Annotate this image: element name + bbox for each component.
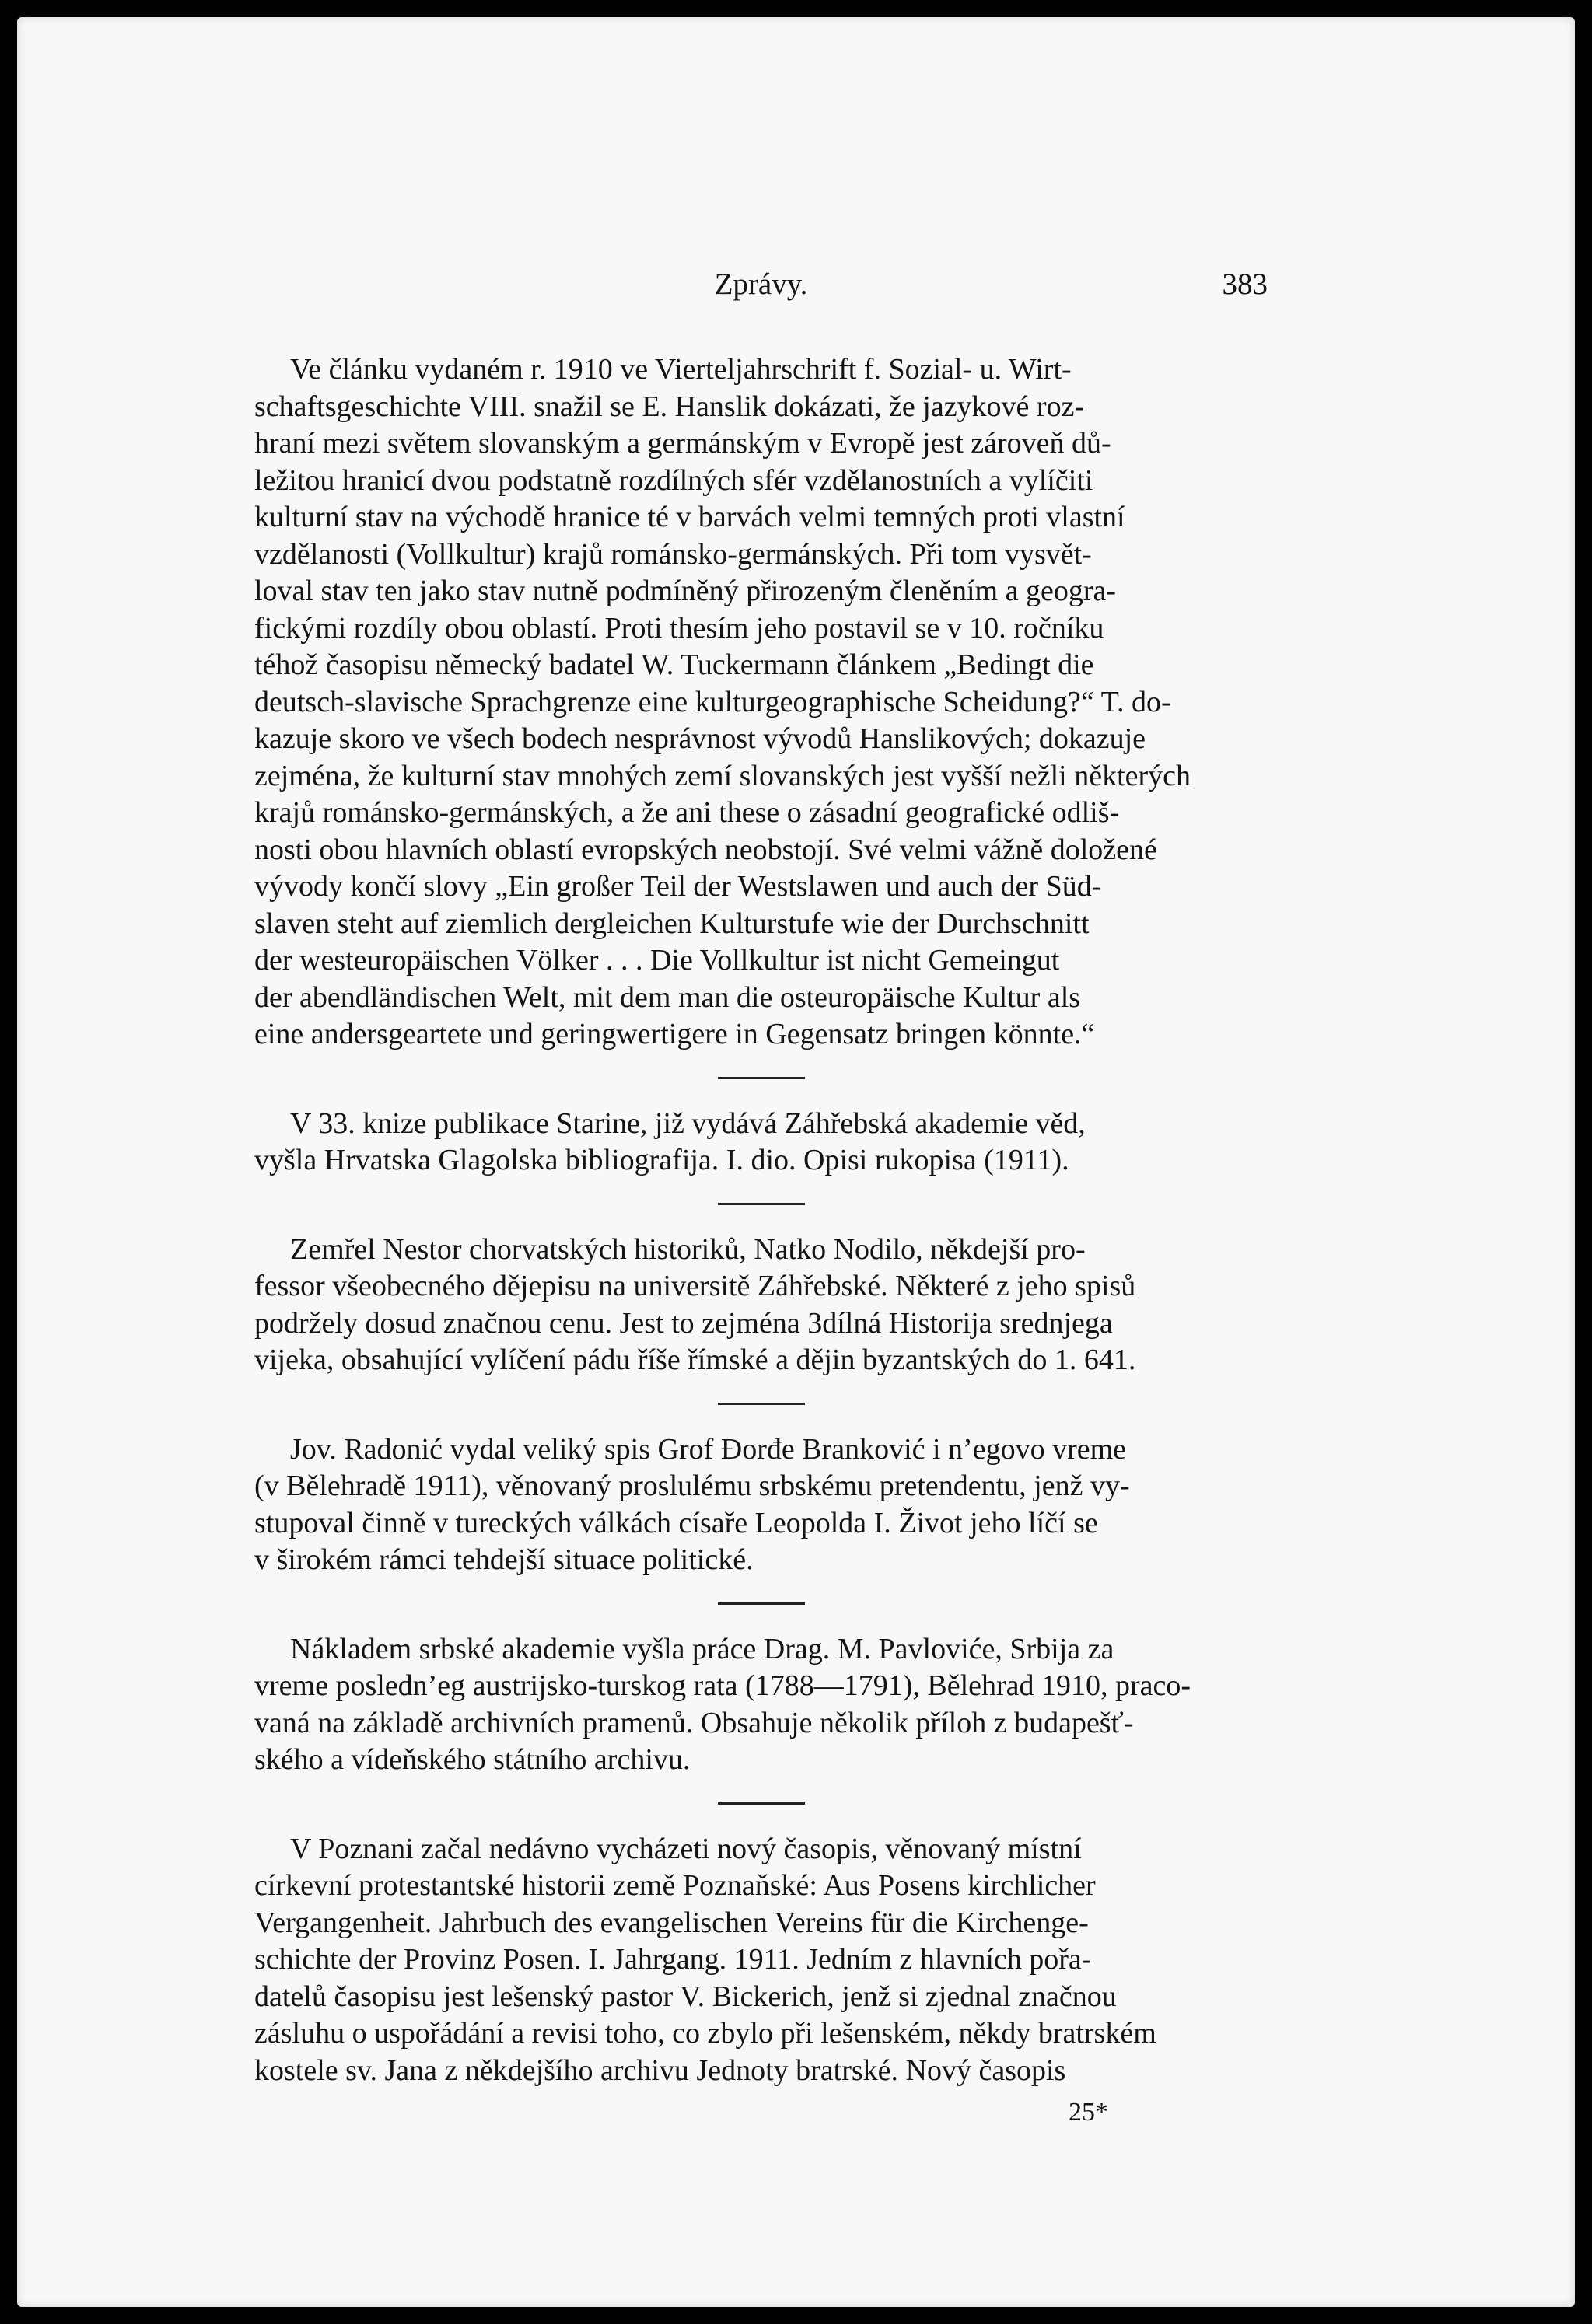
signature-mark: 25*	[1069, 2098, 1108, 2127]
line: kostele sv. Jana z někdejšího archivu Jednoty bratrské. Nový časopis	[254, 2053, 1066, 2087]
news-item-posen	[254, 1831, 1268, 2090]
news-item-starine	[254, 1106, 1268, 1179]
page-header	[254, 266, 1268, 311]
line: V 33. knize publikace Starine, již vydává Záhřebská akademie věd,	[290, 1106, 1086, 1140]
line: podržely dosud značnou cenu. Jest to zejména 3dílná Historija srednjega	[254, 1306, 1113, 1340]
text-block	[254, 266, 1268, 2131]
line: krajů románsko-germánských, a že ani these o zásadní geografické odliš-	[254, 796, 1120, 829]
page-number: 383	[1222, 267, 1268, 301]
line: der westeuropäischen Völker . . . Die Vollkultur ist nicht Gemeingut	[254, 944, 1060, 977]
line: vreme posledn’eg austrijsko-turskog rata (1788—1791), Bělehrad 1910, praco-	[254, 1669, 1191, 1702]
line: v širokém rámci tehdejší situace politické.	[254, 1543, 754, 1576]
news-item-hanslik	[254, 351, 1268, 1054]
line: kulturní stav na východě hranice té v barvách velmi temných proti vlastní	[254, 501, 1125, 533]
section-divider	[718, 1203, 805, 1205]
line: (v Bělehradě 1911), věnovaný proslulému srbskému pretendentu, jenž vy-	[254, 1470, 1130, 1502]
page	[17, 17, 1575, 2307]
line: schichte der Provinz Posen. I. Jahrgang. 1911. Jedním z hlavních pořa-	[254, 1943, 1092, 1976]
line: vijeka, obsahující vylíčení pádu říše římské a dějin byzantských do 1. 641.	[254, 1344, 1136, 1376]
line: slaven steht auf ziemlich dergleichen Kulturstufe wie der Durchschnitt	[254, 907, 1090, 940]
news-item-nodilo	[254, 1232, 1268, 1379]
line: der abendländischen Welt, mit dem man die osteuropäische Kultur als	[254, 980, 1081, 1014]
line: deutsch-slavische Sprachgrenze eine kulturgeographische Scheidung?“ T. do-	[254, 685, 1171, 718]
line: zejména, že kulturní stav mnohých zemí slovanských jest vyšší nežli některých	[254, 759, 1191, 792]
line: církevní protestantské historii země Poznaňské: Aus Posens kirchlicher	[254, 1869, 1096, 1902]
line: schaftsgeschichte VIII. snažil se E. Hanslik dokázati, že jazykové roz-	[254, 390, 1085, 423]
line: ležitou hranicí dvou podstatně rozdílných sfér vzdělanostních a vylíčiti	[254, 463, 1093, 497]
line: Vergangenheit. Jahrbuch des evangelischen Vereins für die Kirchenge-	[254, 1906, 1089, 1939]
line: vývody končí slovy „Ein großer Teil der Westslawen und auch der Süd-	[254, 870, 1102, 903]
line: loval stav ten jako stav nutně podmíněný přirozeným členěním a geogra-	[254, 575, 1116, 607]
section-divider	[718, 1602, 805, 1605]
line: zásluhu o uspořádání a revisi toho, co zbylo při lešenském, někdy bratrském	[254, 2017, 1156, 2050]
line: vzdělanosti (Vollkultur) krajů románsko-germánských. Při tom vysvět-	[254, 537, 1092, 571]
line: nosti obou hlavních oblastí evropských neobstojí. Své velmi vážně doložené	[254, 833, 1157, 866]
line: vyšla Hrvatska Glagolska bibliografija. I. dio. Opisi rukopisa (1911).	[254, 1144, 1069, 1176]
line: kazuje skoro ve všech bodech nesprávnost vývodů Hanslikových; dokazuje	[254, 722, 1146, 755]
line: Jov. Radonić vydal veliký spis Grof Đorđe Branković i n’egovo vreme	[290, 1432, 1127, 1466]
line: eine andersgeartete und geringwertigere in Gegensatz bringen könnte.“	[254, 1018, 1095, 1050]
line: Nákladem srbské akademie vyšla práce Drag. M. Pavloviće, Srbija za	[290, 1632, 1114, 1665]
news-item-pavlovic	[254, 1631, 1268, 1779]
line: datelů časopisu jest lešenský pastor V. Bickerich, jenž si zjednal značnou	[254, 1980, 1117, 2013]
line: Zemřel Nestor chorvatských historiků, Natko Nodilo, někdejší pro-	[290, 1232, 1086, 1266]
line: téhož časopisu německý badatel W. Tuckermann článkem „Bedingt die	[254, 648, 1094, 681]
section-divider	[718, 1802, 805, 1805]
line: V Poznani začal nedávno vycházeti nový časopis, věnovaný místní	[290, 1832, 1082, 1865]
news-item-radonic	[254, 1431, 1268, 1579]
line: vaná na základě archivních pramenů. Obsahuje několik příloh z budapešť-	[254, 1706, 1134, 1739]
line: ského a vídeňského státního archivu.	[254, 1743, 691, 1776]
section-divider	[718, 1403, 805, 1405]
line: Ve článku vydaném r. 1910 ve Vierteljahrschrift f. Sozial- u. Wirt-	[290, 353, 1072, 386]
section-divider	[718, 1077, 805, 1079]
line: fickými rozdíly obou oblastí. Proti thesím jeho postavil se v 10. ročníku	[254, 611, 1104, 645]
line: stupoval činně v tureckých válkách císaře Leopolda I. Život jeho líčí se	[254, 1506, 1098, 1539]
running-title: Zprávy.	[714, 267, 808, 301]
line: fessor všeobecného dějepisu na universitě Záhřebské. Některé z jeho spisů	[254, 1270, 1136, 1302]
line: hraní mezi světem slovanským a germánským v Evropě jest zároveň dů-	[254, 427, 1111, 460]
